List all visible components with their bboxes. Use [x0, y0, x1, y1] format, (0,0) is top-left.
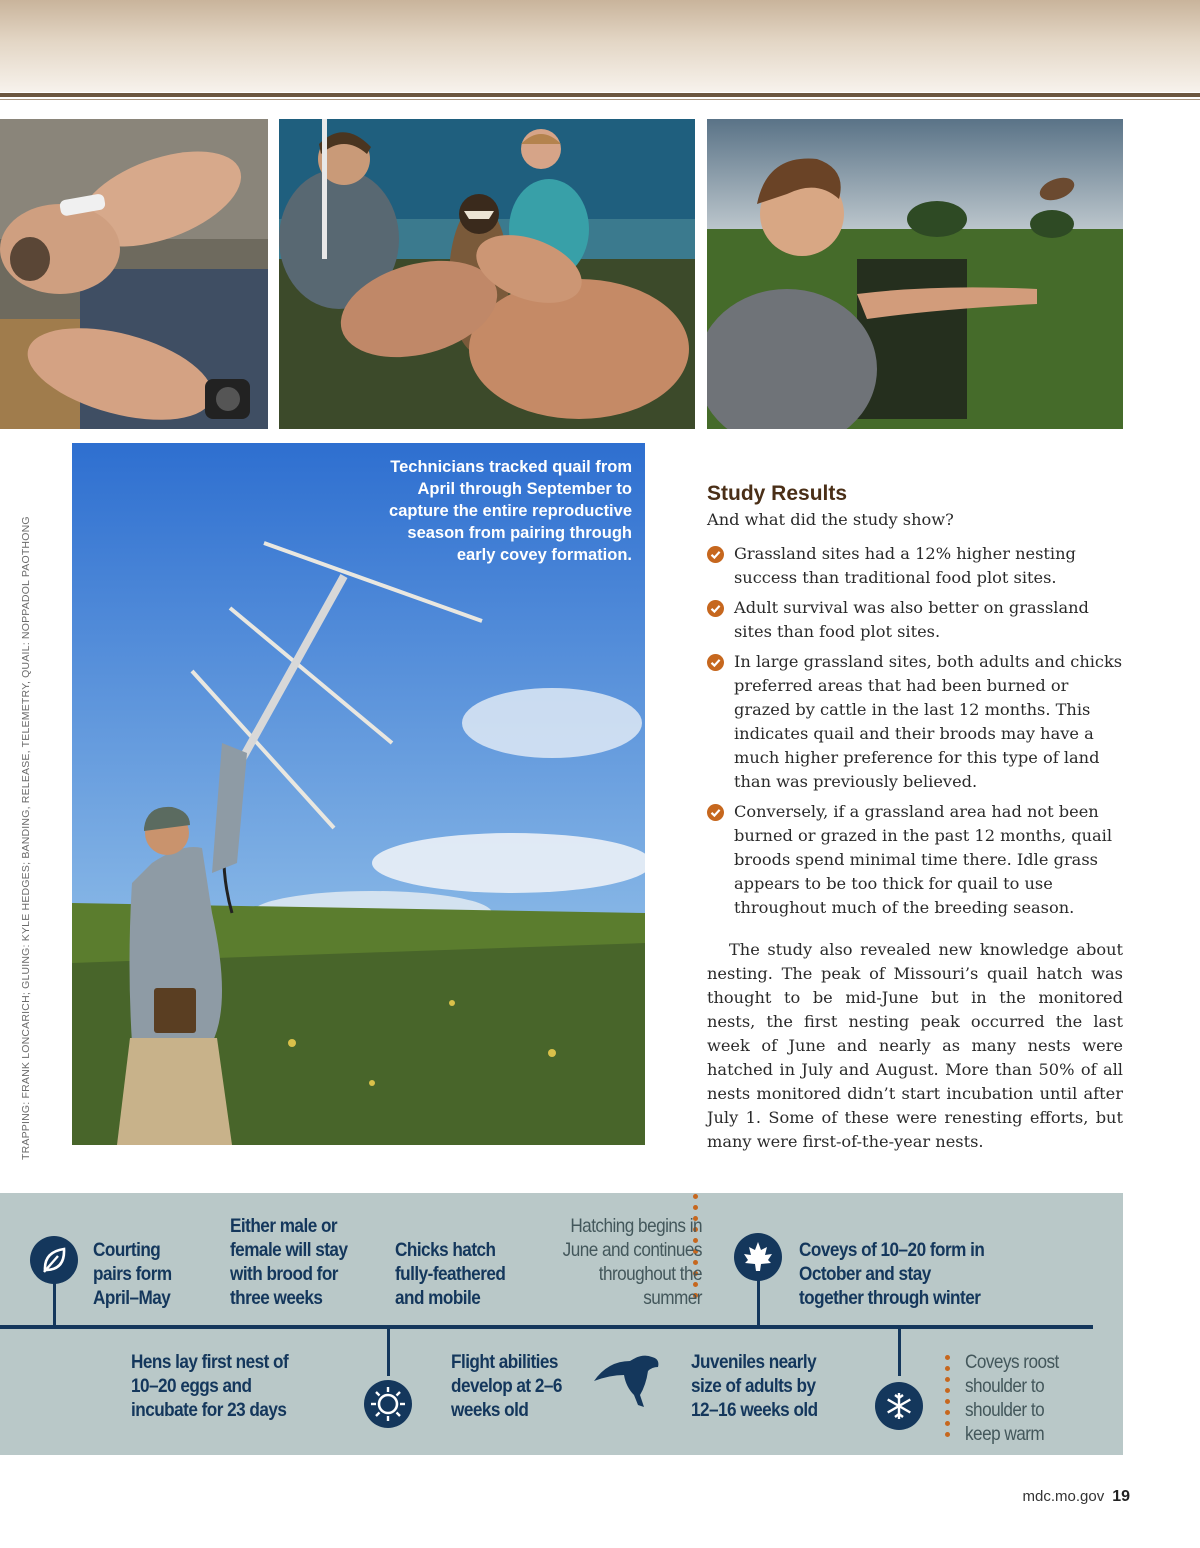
timeline-stem [387, 1328, 390, 1376]
list-item [707, 542, 1123, 590]
footer-site: mdc.mo.gov [1022, 1488, 1105, 1505]
bullet-text: Conversely, if a grassland area had not been burned or grazed in the past 12 months, quail broods spend minimal time there. Idle grass appears to be too thick for quail to use throughout much of the breeding season. [734, 802, 1112, 917]
timeline-axis [0, 1325, 1093, 1329]
list-item [707, 800, 1123, 920]
photo-quail-release [707, 119, 1123, 429]
page-footer [990, 1488, 1130, 1506]
check-circle-icon [707, 546, 724, 563]
check-circle-icon [707, 600, 724, 617]
timeline-juveniles: Juveniles nearly size of adults by 12–16 weeks old [691, 1351, 818, 1421]
header-rule [0, 93, 1200, 97]
study-paragraph: The study also revealed new knowledge about nesting. The peak of Missouri’s quail hatch was thought to be mid-June but in the monitored nests, the first nesting peak occurred the last week of June and nearly as many nests were hatched in July and August. More than 50% of all nests monitored didn’t start incubation until after July 1. Some of these were renesting efforts, but many were first-of-the-year nests. [707, 940, 1123, 1151]
list-item [707, 650, 1123, 794]
timeline-courting: Courting pairs form April–May [93, 1239, 172, 1309]
study-results-heading: Study Results [707, 482, 848, 505]
timeline-brood: Either male or female will stay with brood for three weeks [230, 1215, 348, 1309]
quail-silhouette-icon [590, 1345, 670, 1410]
study-results [707, 480, 1123, 1170]
timeline-chicks-hatch: Chicks hatch fully-feathered and mobile [395, 1239, 506, 1309]
snowflake-icon [875, 1382, 923, 1430]
list-item [707, 596, 1123, 644]
timeline-hens: Hens lay first nest of 10–20 eggs and incubate for 23 days [131, 1351, 289, 1421]
bullet-text: Grassland sites had a 12% higher nesting success than traditional food plot sites. [734, 544, 1076, 587]
header-band [0, 0, 1200, 92]
header-rule-thin [0, 99, 1200, 100]
check-circle-icon [707, 654, 724, 671]
timeline-stem [898, 1328, 901, 1376]
study-results-list [707, 542, 1123, 920]
timeline-roost: Coveys roost shoulder to shoulder to keep warm [965, 1351, 1059, 1445]
photo-caption: Technicians tracked quail from April through September to capture the entire reproductive season from pairing through early covey formation. [389, 458, 632, 564]
photo-gluing-transmitter [0, 119, 268, 429]
timeline-coveys-form: Coveys of 10–20 form in October and stay together through winter [799, 1239, 985, 1309]
timeline-dotted-marker [945, 1355, 951, 1443]
maple-leaf-icon [734, 1233, 782, 1281]
bullet-text: Adult survival was also better on grassland sites than food plot sites. [734, 598, 1089, 641]
photo-banding-quail [279, 119, 695, 429]
check-circle-icon [707, 804, 724, 821]
page-number: 19 [1112, 1488, 1130, 1505]
timeline-hatching: Hatching begins in June and continues throughout the summer [562, 1215, 702, 1309]
study-results-intro: And what did the study show? [707, 510, 954, 529]
bullet-text: In large grassland sites, both adults and chicks preferred areas that had been burned or grazed by cattle in the last 12 months. This indicates quail and their broods may have a much higher preference for this type of land than was previously believed. [734, 652, 1123, 791]
photo-credit: TRAPPING: FRANK LONCARICH; GLUING: KYLE HEDGES; BANDING, RELEASE, TELEMETRY, QUAIL: NOPPADOL PAOTHONG [20, 516, 32, 1160]
timeline-flight: Flight abilities develop at 2–6 weeks old [451, 1351, 562, 1421]
sun-icon [364, 1380, 412, 1428]
leaf-icon [30, 1236, 78, 1284]
